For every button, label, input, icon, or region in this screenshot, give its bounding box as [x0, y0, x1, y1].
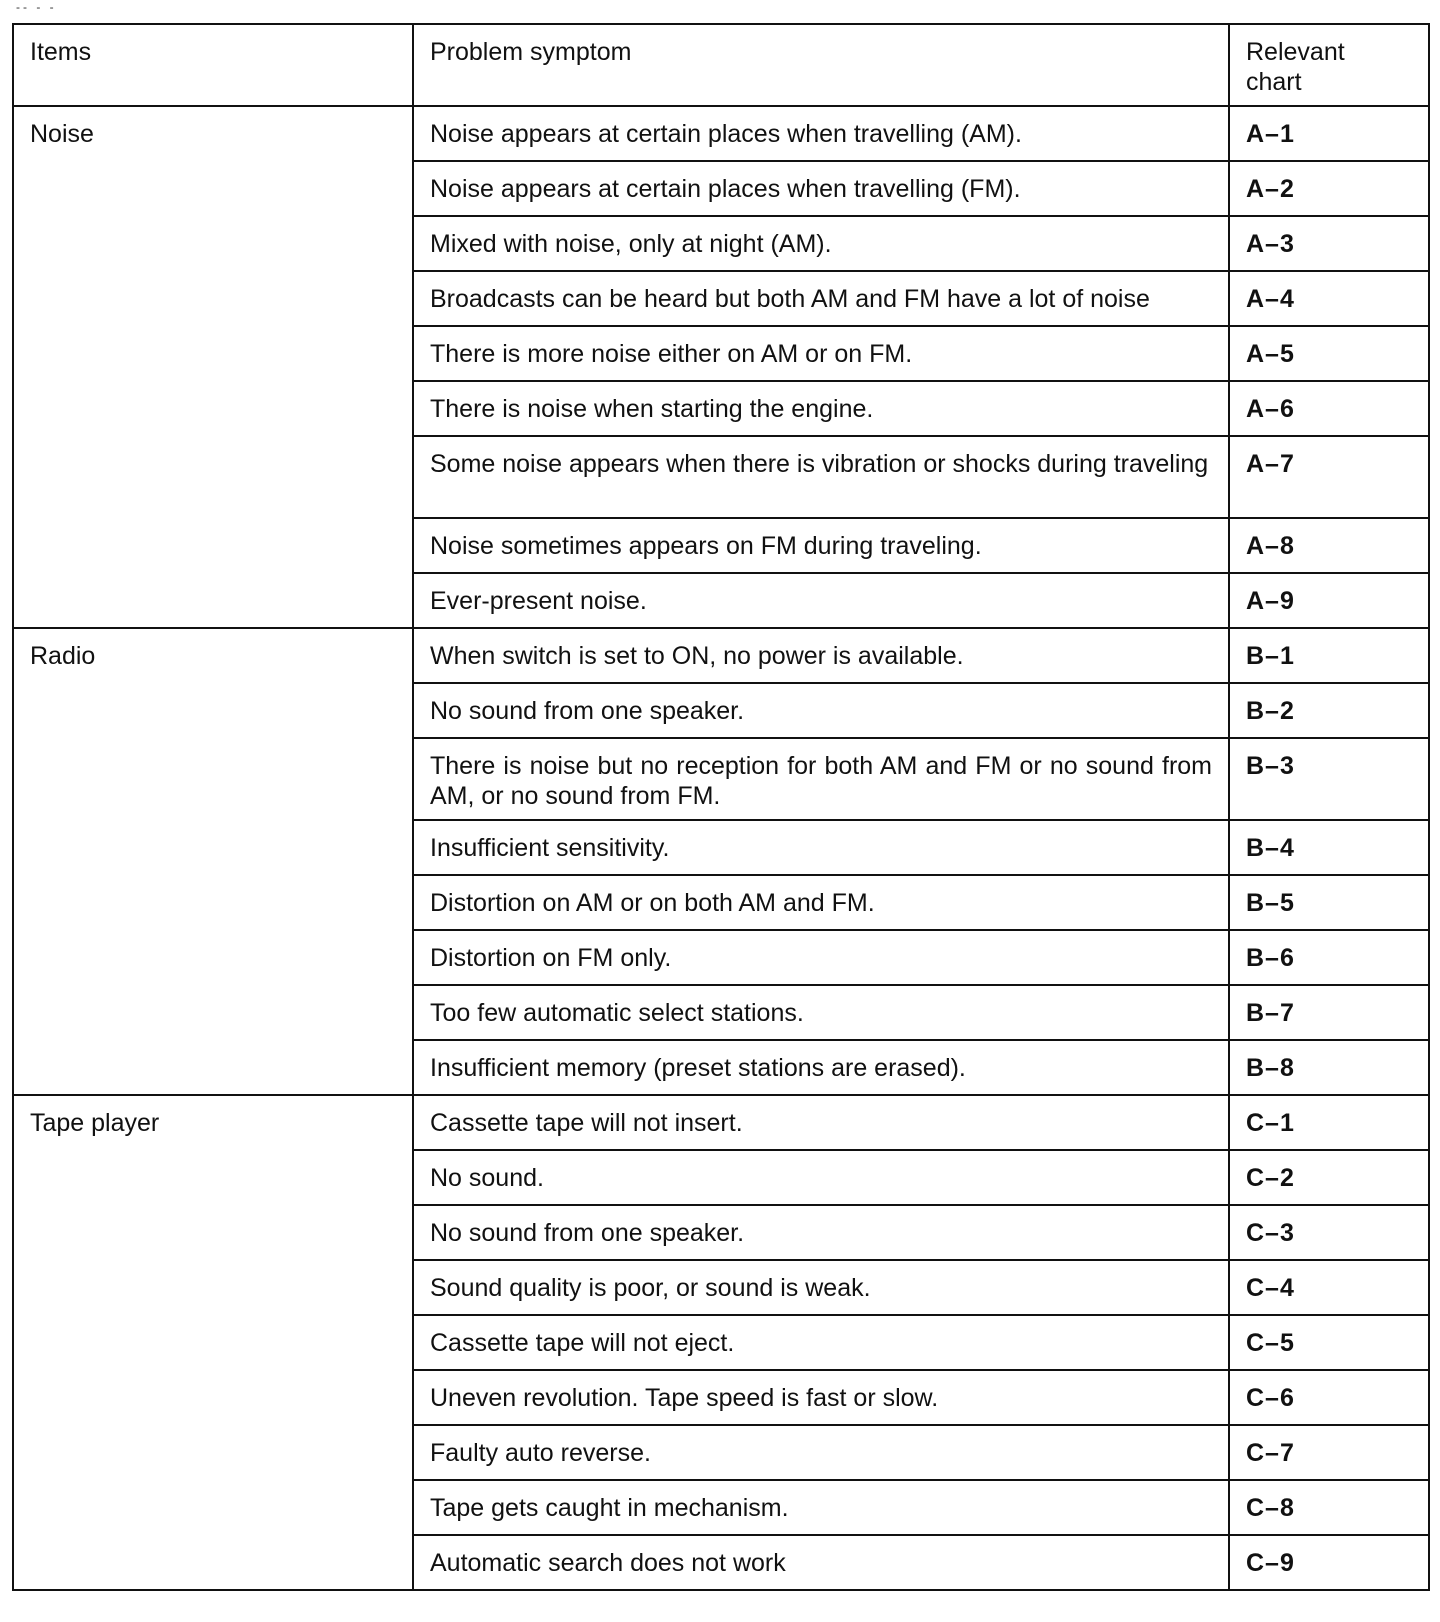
chart-ref-cell: C–4: [1229, 1260, 1429, 1315]
item-cell-radio: Radio: [13, 628, 413, 1095]
header-chart-line2: chart: [1246, 68, 1302, 96]
chart-ref-cell: C–2: [1229, 1150, 1429, 1205]
symptom-cell: Tape gets caught in mechanism.: [413, 1480, 1229, 1535]
symptom-cell: Broadcasts can be heard but both AM and FM have a lot of noise: [413, 271, 1229, 326]
symptom-cell: Too few automatic select stations.: [413, 985, 1229, 1040]
table-row: [13, 106, 1429, 161]
chart-ref-cell: B–7: [1229, 985, 1429, 1040]
table-body: [13, 106, 1429, 1590]
chart-ref-cell: A–1: [1229, 106, 1429, 161]
chart-ref-cell: C–5: [1229, 1315, 1429, 1370]
chart-ref-cell: B–8: [1229, 1040, 1429, 1095]
chart-ref-cell: C–6: [1229, 1370, 1429, 1425]
symptom-cell: Uneven revolution. Tape speed is fast or slow.: [413, 1370, 1229, 1425]
chart-ref-cell: A–3: [1229, 216, 1429, 271]
chart-ref-cell: C–8: [1229, 1480, 1429, 1535]
chart-ref-cell: B–5: [1229, 875, 1429, 930]
chart-ref-cell: A–8: [1229, 518, 1429, 573]
header-problem-symptom: Problem symptom: [413, 24, 1229, 106]
chart-ref-cell: A–2: [1229, 161, 1429, 216]
symptom-cell: No sound from one speaker.: [413, 1205, 1229, 1260]
chart-ref-cell: B–2: [1229, 683, 1429, 738]
symptom-cell: Automatic search does not work: [413, 1535, 1229, 1590]
chart-ref-cell: B–3: [1229, 738, 1429, 820]
table-row: [13, 628, 1429, 683]
header-chart-line1: Relevant: [1246, 38, 1345, 66]
chart-ref-cell: B–1: [1229, 628, 1429, 683]
header-relevant-chart: [1229, 24, 1429, 106]
symptom-cell: There is more noise either on AM or on FM.: [413, 326, 1229, 381]
chart-ref-cell: B–6: [1229, 930, 1429, 985]
header-items: Items: [13, 24, 413, 106]
symptom-cell: Ever-present noise.: [413, 573, 1229, 628]
symptom-cell: Distortion on AM or on both AM and FM.: [413, 875, 1229, 930]
chart-ref-cell: B–4: [1229, 820, 1429, 875]
symptom-cell: Faulty auto reverse.: [413, 1425, 1229, 1480]
page-corner-mark: -- - -: [16, 0, 57, 14]
chart-ref-cell: A–7: [1229, 436, 1429, 518]
symptom-cell: Insufficient sensitivity.: [413, 820, 1229, 875]
symptom-cell: No sound.: [413, 1150, 1229, 1205]
table-row: [13, 1095, 1429, 1150]
chart-ref-cell: A–6: [1229, 381, 1429, 436]
item-cell-tape-player: Tape player: [13, 1095, 413, 1590]
chart-ref-cell: C–7: [1229, 1425, 1429, 1480]
symptom-cell: Insufficient memory (preset stations are erased).: [413, 1040, 1229, 1095]
chart-ref-cell: A–5: [1229, 326, 1429, 381]
symptom-cell: Noise appears at certain places when travelling (AM).: [413, 106, 1229, 161]
symptom-cell: Noise appears at certain places when travelling (FM).: [413, 161, 1229, 216]
chart-ref-cell: C–9: [1229, 1535, 1429, 1590]
symptom-cell: Cassette tape will not eject.: [413, 1315, 1229, 1370]
symptom-cell: There is noise but no reception for both AM and FM or no sound from AM, or no sound from FM.: [413, 738, 1229, 820]
symptom-cell: Sound quality is poor, or sound is weak.: [413, 1260, 1229, 1315]
chart-ref-cell: A–4: [1229, 271, 1429, 326]
chart-ref-cell: A–9: [1229, 573, 1429, 628]
chart-ref-cell: C–3: [1229, 1205, 1429, 1260]
item-cell-noise: Noise: [13, 106, 413, 628]
symptom-cell: When switch is set to ON, no power is available.: [413, 628, 1229, 683]
symptom-cell: Cassette tape will not insert.: [413, 1095, 1229, 1150]
symptom-cell: No sound from one speaker.: [413, 683, 1229, 738]
table-header-row: [13, 24, 1429, 106]
symptom-cell: Distortion on FM only.: [413, 930, 1229, 985]
chart-ref-cell: C–1: [1229, 1095, 1429, 1150]
symptom-cell: Mixed with noise, only at night (AM).: [413, 216, 1229, 271]
symptom-cell: There is noise when starting the engine.: [413, 381, 1229, 436]
symptom-cell: Noise sometimes appears on FM during traveling.: [413, 518, 1229, 573]
troubleshooting-table: [12, 23, 1430, 1591]
symptom-cell: Some noise appears when there is vibration or shocks during traveling: [413, 436, 1229, 518]
